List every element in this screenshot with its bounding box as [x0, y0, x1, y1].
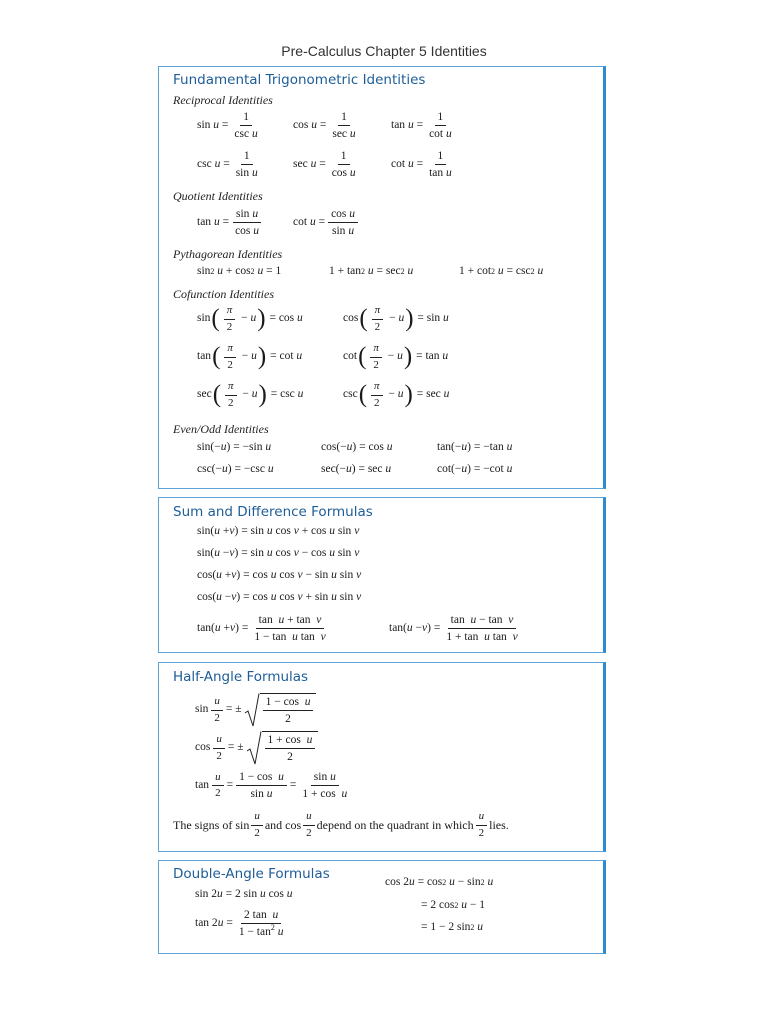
formula-cofunction-sec: sec ( $\frac{\pi}{2}$ − u ) = csc u	[197, 380, 304, 409]
formula-half-tan: tan $\frac{u}{2}$ = $\frac{\text{1 − cos u}}{\text{sin u}}$ = $\frac{\text{sin u}}{\text{1 + cos u}}$	[195, 770, 348, 801]
formula-sec-reciprocal: sec u = $\frac{1}{\text{cos u}}$	[293, 150, 356, 180]
formula-even-sin: sin(− u ) = −sin u	[197, 441, 272, 453]
formula-tan-reciprocal: tan u = $\frac{1}{\text{cot u}}$	[391, 111, 452, 141]
formula-double-sin: sin 2 u = 2 sin u cos u	[195, 888, 293, 900]
formula-cos-sum: cos( u + v ) = cos u cos v − sin u sin v	[197, 569, 362, 581]
formula-tan-quotient: tan u = $\frac{\text{sin u}}{\text{cos u}}$	[197, 208, 265, 237]
half-angle-box	[158, 662, 606, 852]
formula-half-cos: cos $\frac{u}{2}$ = ± $\frac{\text{1 + cos u}}{2}$	[195, 731, 318, 765]
formula-cos-diff: cos( u − v ) = cos u cos v + sin u sin v	[197, 591, 362, 603]
formula-cot-reciprocal: cot u = $\frac{1}{\text{tan u}}$	[391, 150, 452, 180]
note-part-2: and cos	[264, 817, 302, 832]
formula-sin-sum: sin( u + v ) = sin u cos v + cos u sin v	[197, 525, 360, 537]
fundamental-title: Fundamental Trigonometric Identities	[173, 72, 426, 88]
formula-cofunction-csc: csc ( $\frac{\pi}{2}$ − u ) = sec u	[343, 380, 450, 409]
formula-even-csc: csc(− u ) = −csc u	[197, 463, 274, 475]
double-angle-box	[158, 860, 606, 954]
half-title: Half-Angle Formulas	[173, 669, 309, 685]
formula-even-tan: tan(− u ) = −tan u	[437, 441, 513, 453]
formula-pythagorean-1: sin 2 u + cos 2 u = 1	[197, 265, 282, 277]
formula-sin-reciprocal: sin u = $\frac{1}{\text{csc u}}$	[197, 111, 258, 141]
formula-even-cos: cos(− u ) = cos u	[321, 441, 393, 453]
formula-csc-reciprocal: csc u = $\frac{1}{\text{sin u}}$	[197, 150, 258, 180]
formula-cofunction-cot: cot ( $\frac{\pi}{2}$ − u ) = tan u	[343, 342, 449, 371]
formula-cot-quotient: cot u = $\frac{\text{cos u}}{\text{sin u}}$	[293, 208, 361, 237]
formula-tan-diff: tan( u − v ) = $\frac{\text{tan u − tan v}}{\text{1 + tan u tan v}}$	[389, 614, 518, 644]
formula-double-cos-2: = 2 cos 2 u − 1	[421, 899, 485, 911]
page-title: Pre-Calculus Chapter 5 Identities	[281, 43, 487, 59]
formula-cofunction-sin: sin ( $\frac{\pi}{2}$ − u ) = cos u	[197, 304, 303, 333]
formula-cos-reciprocal: cos u = $\frac{1}{\text{sec u}}$	[293, 111, 356, 141]
formula-tan-sum: tan( u + v ) = $\frac{\text{tan u + tan v}}{\text{1 − tan u tan v}}$	[197, 614, 326, 644]
cofunction-label: Cofunction Identities	[173, 287, 274, 301]
formula-even-cot: cot(− u ) = −cot u	[437, 463, 513, 475]
formula-pythagorean-2: 1 + tan 2 u = sec 2 u	[329, 265, 414, 277]
half-angle-note: The signs of sin $\frac{u}{2}$ and cos $\frac{u}{2}$ depend on the quadrant in which $\frac{u}{2}$ lies.	[173, 810, 509, 839]
fundamental-identities-box	[158, 66, 606, 489]
formula-sin-diff: sin( u − v ) = sin u cos v − cos u sin v	[197, 547, 360, 559]
double-title: Double-Angle Formulas	[173, 866, 330, 882]
note-part-1: The signs of sin	[173, 817, 250, 832]
note-part-4: lies.	[489, 817, 509, 832]
formula-double-cos-3: = 1 − 2 sin 2 u	[421, 921, 484, 933]
formula-half-sin: sin $\frac{u}{2}$ = ± $\frac{\text{1 − cos u}}{2}$	[195, 693, 316, 727]
sum-difference-box	[158, 497, 606, 653]
reciprocal-label: Reciprocal Identities	[173, 93, 273, 107]
formula-even-sec: sec(− u ) = sec u	[321, 463, 392, 475]
note-part-3: depend on the quadrant in which	[316, 817, 474, 832]
formula-cofunction-tan: tan ( $\frac{\pi}{2}$ − u ) = cot u	[197, 342, 303, 371]
pythagorean-label: Pythagorean Identities	[173, 247, 283, 261]
formula-double-tan: tan 2 u = $\frac{\text{2 tan u}}{1 - \tan^2 u}$	[195, 909, 284, 939]
formula-pythagorean-3: 1 + cot 2 u = csc 2 u	[459, 265, 544, 277]
formula-cofunction-cos: cos ( $\frac{\pi}{2}$ − u ) = sin u	[343, 304, 449, 333]
evenodd-label: Even/Odd Identities	[173, 422, 269, 436]
quotient-label: Quotient Identities	[173, 189, 263, 203]
sumdiff-title: Sum and Difference Formulas	[173, 504, 373, 520]
formula-double-cos-1: cos 2 u = cos 2 u − sin 2 u	[385, 876, 494, 888]
